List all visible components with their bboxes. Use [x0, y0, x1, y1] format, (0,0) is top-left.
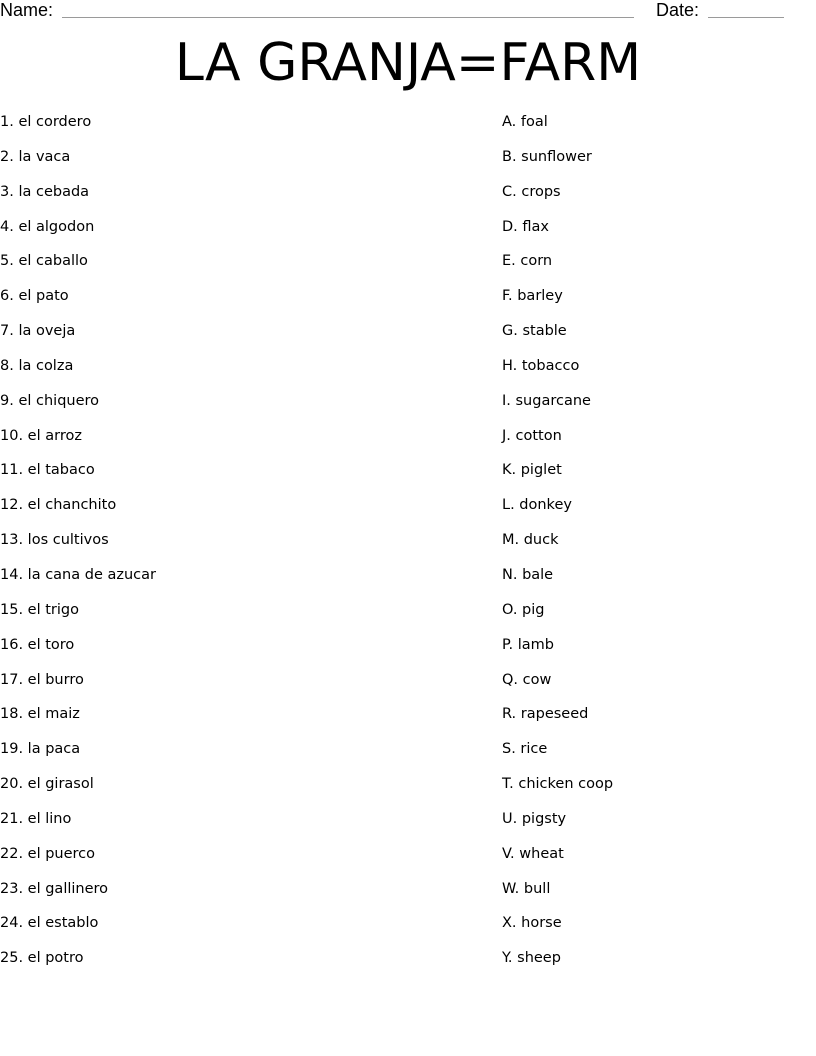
question-item: 20. el girasol: [0, 776, 94, 793]
answer-item: P. lamb: [502, 636, 554, 653]
question-item: 10. el arroz: [0, 427, 82, 444]
question-item: 12. el chanchito: [0, 497, 117, 514]
question-item: 2. la vaca: [0, 148, 71, 165]
answer-item: Q. cow: [502, 671, 552, 688]
answer-item: U. pigsty: [502, 810, 567, 827]
question-list: [0, 112, 480, 983]
answer-item: E. corn: [502, 253, 553, 270]
answer-item: X. horse: [502, 915, 562, 932]
question-item: 7. la oveja: [0, 323, 76, 340]
question-item: 23. el gallinero: [0, 880, 109, 897]
question-item: 24. el establo: [0, 915, 99, 932]
question-item: 13. los cultivos: [0, 532, 109, 549]
question-item: 15. el trigo: [0, 601, 79, 618]
question-item: 3. la cebada: [0, 183, 90, 200]
answer-item: R. rapeseed: [502, 706, 589, 723]
question-item: 19. la paca: [0, 741, 81, 758]
question-item: 4. el algodon: [0, 218, 95, 235]
question-item: 1. el cordero: [0, 114, 92, 130]
answer-item: Y. sheep: [502, 950, 561, 967]
answer-item: T. chicken coop: [502, 776, 614, 793]
question-item: 8. la colza: [0, 357, 74, 374]
question-item: 6. el pato: [0, 288, 69, 305]
answer-item: S. rice: [502, 741, 548, 758]
answer-item: O. pig: [502, 601, 545, 618]
question-item: 16. el toro: [0, 636, 75, 653]
answer-list: [502, 112, 802, 983]
answer-item: M. duck: [502, 532, 559, 549]
date-label: Date:: [656, 0, 700, 20]
question-item: 5. el caballo: [0, 253, 88, 270]
question-item: 21. el lino: [0, 810, 72, 827]
answer-item: B. sunflower: [502, 148, 592, 165]
name-blank-line[interactable]: [62, 17, 634, 18]
page-title: LA GRANJA=FARM: [174, 33, 642, 93]
answer-item: C. crops: [502, 183, 561, 200]
answer-item: G. stable: [502, 323, 567, 340]
question-item: 22. el puerco: [0, 845, 96, 862]
answer-item: K. piglet: [502, 462, 562, 479]
question-item: 18. el maiz: [0, 706, 80, 723]
answer-item: A. foal: [502, 114, 548, 130]
answer-item: N. bale: [502, 566, 554, 583]
question-item: 11. el tabaco: [0, 462, 95, 479]
answer-item: V. wheat: [502, 845, 564, 862]
answer-item: L. donkey: [502, 497, 572, 514]
name-label: Name:: [0, 0, 54, 20]
answer-item: F. barley: [502, 288, 563, 305]
question-item: 14. la cana de azucar: [0, 566, 156, 583]
question-item: 17. el burro: [0, 671, 84, 688]
answer-item: W. bull: [502, 880, 551, 897]
question-item: 9. el chiquero: [0, 392, 100, 409]
answer-item: H. tobacco: [502, 357, 580, 374]
question-item: 25. el potro: [0, 950, 84, 967]
worksheet-header: [0, 0, 816, 22]
answer-item: D. flax: [502, 218, 549, 235]
answer-item: I. sugarcane: [502, 392, 591, 409]
date-blank-line[interactable]: [708, 17, 784, 18]
answer-item: J. cotton: [502, 427, 562, 444]
